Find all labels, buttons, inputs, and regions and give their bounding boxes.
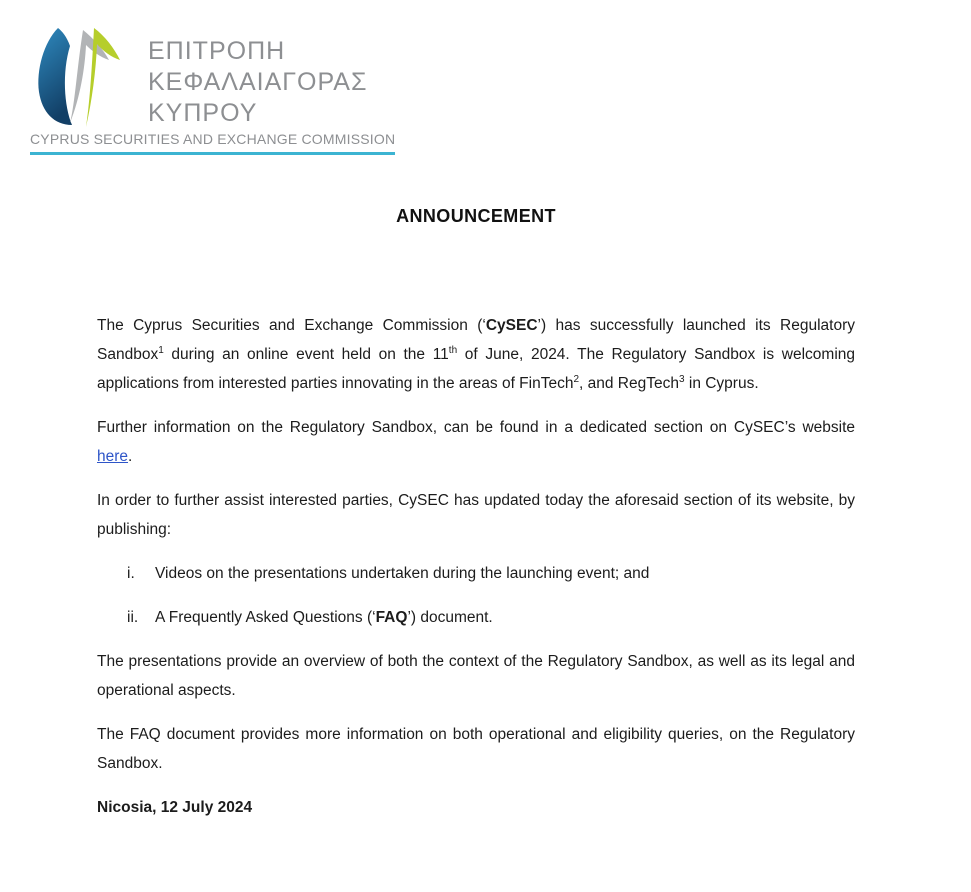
here-link[interactable]: here: [97, 448, 129, 465]
logo-greek-line-3: ΚΥΠΡΟΥ: [148, 99, 258, 127]
paragraph-further-info: Further information on the Regulatory Sandbox, can be found in a dedicated section on CySEC’s website here.: [97, 419, 855, 465]
dateline: Nicosia, 12 July 2024: [97, 799, 253, 816]
paragraph-launch: The Cyprus Securities and Exchange Commission (‘CySEC’) has successfully launched its Regulatory Sandbox$^1$ during an online event held on the 11th of June, 2024. The Regulatory Sandbox is welcoming applications from interested parties innovating in the areas of FinTech$^2$, and RegTech$^3$ in Cyprus.: [97, 317, 856, 392]
bold-faq: FAQ: [375, 609, 408, 626]
announcement-title: ANNOUNCEMENT: [396, 206, 556, 226]
logo-blue-sail: [38, 28, 72, 125]
paragraph-presentations: The presentations provide an overview of both the context of the Regulatory Sandbox, as well as its legal and operational aspects.: [97, 653, 855, 699]
paragraph-publishing: In order to further assist interested parties, CySEC has updated today the aforesaid section of its website, by publishing:: [97, 492, 855, 538]
footnote-ref-1: 1: [158, 344, 164, 356]
logo-caption: CYPRUS SECURITIES AND EXCHANGE COMMISSION: [30, 131, 395, 155]
footnote-ref-3: 3: [679, 373, 685, 385]
published-items-list: [97, 559, 855, 632]
list-item-faq: ii. A Frequently Asked Questions (‘FAQ’) document.: [97, 603, 855, 632]
paragraph-faq-document: The FAQ document provides more information on both operational and eligibility queries, on the Regulatory Sandbox.: [97, 726, 855, 772]
logo-greek-line-2: ΚΕΦΑΛΑΙΑΓΟΡΑΣ: [148, 68, 368, 96]
bold-cysec: CySEC: [485, 317, 538, 334]
list-marker-i: i.: [127, 565, 135, 582]
list-item-videos: i. Videos on the presentations undertaken during the launching event; and: [97, 559, 855, 588]
document-body: [97, 0, 855, 822]
list-marker-ii: ii.: [127, 609, 139, 626]
footnote-ref-2: 2: [573, 373, 580, 385]
logo-greek-line-1: ΕΠΙΤΡΟΠΗ: [148, 37, 286, 65]
ordinal-th: th: [448, 344, 458, 356]
